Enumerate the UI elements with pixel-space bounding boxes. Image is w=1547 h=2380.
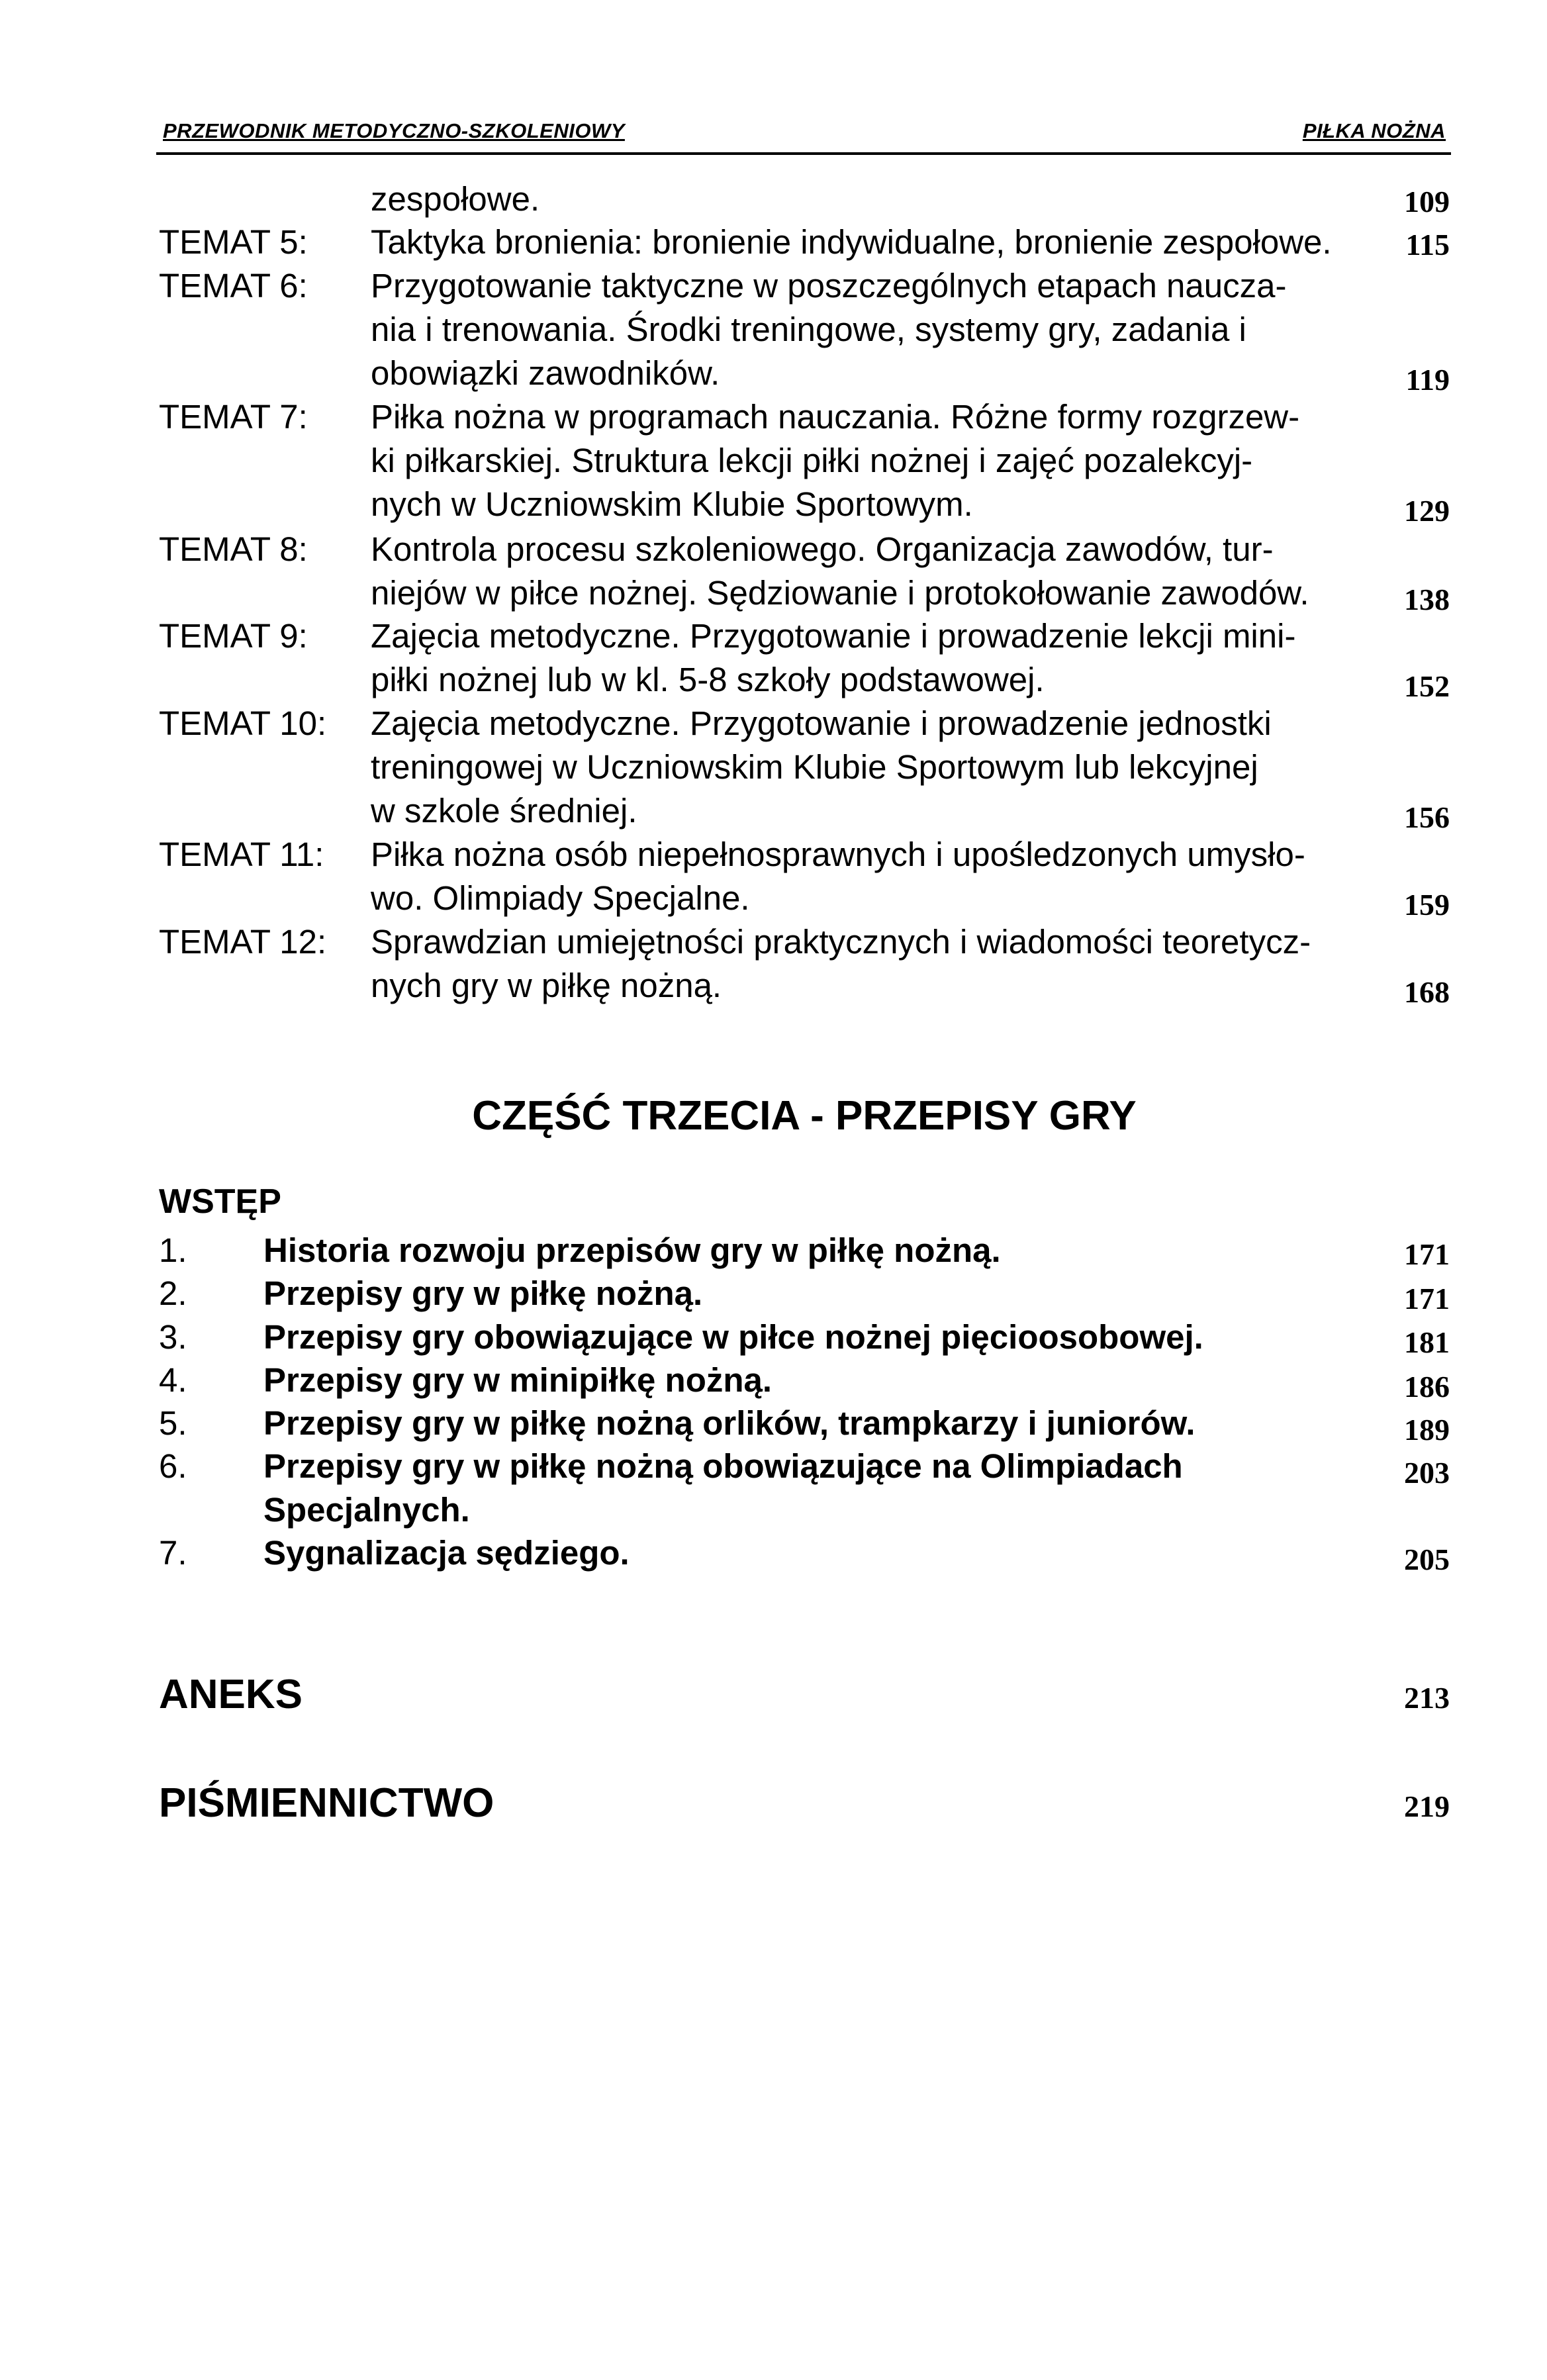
toc-entry-page: 152 [1404, 669, 1450, 703]
toc-entry-text: Zajęcia metodyczne. Przygotowanie i prowadzenie jednostki treningowej w Uczniowskim Klubie Sportowym lub lekcyjnej w szkole średniej. [371, 704, 1272, 830]
bibliography-label: PIŚMIENNICTWO [159, 1780, 494, 1826]
toc-entry-label: TEMAT 8: [159, 530, 308, 568]
list-item-page: 171 [1404, 1282, 1450, 1315]
toc-entry-text: zespołowe. [371, 180, 540, 218]
appendix-label: ANEKS [159, 1672, 303, 1717]
list-item-text: Przepisy gry w piłkę nożną obowiązujące na Olimpiadach Specjalnych. [263, 1447, 1183, 1529]
toc-entry-text: Piłka nożna osób niepełnosprawnych i upośledzonych umysło- wo. Olimpiady Specjalne. [371, 835, 1305, 917]
list-item-number: 1. [159, 1231, 187, 1269]
list-item-page: 189 [1404, 1413, 1450, 1447]
toc-entry-page: 129 [1404, 494, 1450, 528]
list-item-text: Przepisy gry obowiązujące w piłce nożnej pięcioosobowej. [263, 1318, 1203, 1356]
list-item-number: 5. [159, 1404, 187, 1442]
toc-entry-label: TEMAT 12: [159, 923, 327, 961]
list-item-text: Historia rozwoju przepisów gry w piłkę nożną. [263, 1231, 1001, 1269]
toc-entry-label: TEMAT 5: [159, 223, 308, 261]
list-item-text: Przepisy gry w minipiłkę nożną. [263, 1361, 773, 1399]
toc-entry-text: Taktyka bronienia: bronienie indywidualne, bronienie zespołowe. [371, 223, 1332, 261]
list-item-number: 4. [159, 1361, 187, 1399]
toc-entry-page: 109 [1404, 185, 1450, 218]
list-item-page: 171 [1404, 1237, 1450, 1271]
list-item-number: 6. [159, 1447, 187, 1485]
appendix-page: 213 [1404, 1681, 1450, 1715]
toc-entry-page: 119 [1405, 363, 1450, 397]
list-item-number: 3. [159, 1318, 187, 1356]
header-subject: PIŁKA NOŻNA [1302, 119, 1446, 142]
toc-entry-label: TEMAT 9: [159, 617, 308, 655]
toc-entry-page: 138 [1404, 583, 1450, 616]
appendix-entry [159, 1671, 1450, 1718]
toc-entry-page: 159 [1404, 888, 1450, 922]
toc-entry-label: TEMAT 11: [159, 835, 324, 873]
bibliography-page: 219 [1404, 1789, 1450, 1823]
list-item-page: 205 [1404, 1543, 1450, 1576]
list-item-number: 7. [159, 1534, 187, 1572]
running-header [156, 114, 1451, 155]
list-item-text: Przepisy gry w piłkę nożną orlików, trampkarzy i juniorów. [263, 1404, 1195, 1442]
list-item-number: 2. [159, 1274, 187, 1312]
toc-entry-text: Piłka nożna w programach nauczania. Różne formy rozgrzew- ki piłkarskiej. Struktura lekcji piłki nożnej i zajęć pozalekcyj- nych w Uczniowskim Klubie Sportowym. [371, 398, 1300, 523]
toc-entry-page: 156 [1404, 800, 1450, 834]
toc-entry-label: TEMAT 6: [159, 267, 308, 305]
toc-entry-text: Przygotowanie taktyczne w poszczególnych etapach naucza- nia i trenowania. Środki treningowe, systemy gry, zadania i obowiązki zawodników. [371, 267, 1287, 392]
toc-entry-page: 168 [1404, 975, 1450, 1009]
toc-entry-text: Zajęcia metodyczne. Przygotowanie i prowadzenie lekcji mini- piłki nożnej lub w kl. 5-8 szkoły podstawowej. [371, 617, 1296, 698]
list-item-text: Sygnalizacja sędziego. [263, 1534, 630, 1572]
section-title: CZĘŚĆ TRZECIA - PRZEPISY GRY [472, 1093, 1137, 1139]
toc-entry-label: TEMAT 10: [159, 704, 327, 742]
toc-entry-label: TEMAT 7: [159, 398, 308, 436]
list-item-page: 203 [1404, 1456, 1450, 1490]
list-item-text: Przepisy gry w piłkę nożną. [263, 1274, 703, 1312]
list-item-page: 186 [1404, 1370, 1450, 1404]
header-book-title: PRZEWODNIK METODYCZNO-SZKOLENIOWY [163, 119, 625, 142]
intro-heading: WSTĘP [159, 1182, 281, 1221]
list-item-page: 181 [1404, 1325, 1450, 1359]
toc-entry-text: Sprawdzian umiejętności praktycznych i wiadomości teoretycz- nych gry w piłkę nożną. [371, 923, 1311, 1004]
toc-entry-text: Kontrola procesu szkoleniowego. Organizacja zawodów, tur- niejów w piłce nożnej. Sędziowanie i protokołowanie zawodów. [371, 530, 1309, 612]
bibliography-entry [159, 1780, 1450, 1827]
toc-entry-page: 115 [1405, 228, 1450, 262]
